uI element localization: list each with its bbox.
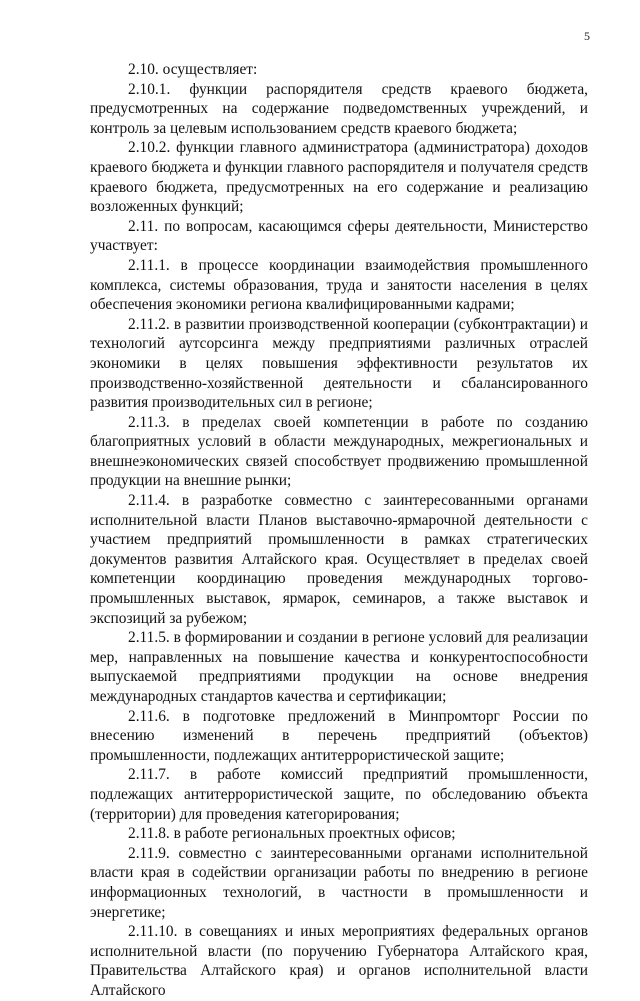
paragraph-2-11-9: 2.11.9. совместно с заинтересованными органами исполнительной власти края в содействии организации работы по внедрению в регионе информационных технологий, в частности в промышленности и энергетике; [90,844,588,921]
paragraph-2-11-1: 2.11.1. в процессе координации взаимодействия промышленного комплекса, системы образования, труда и занятости населения в целях обеспечения экономики региона квалифицированными кадрами; [90,256,588,314]
paragraph-2-11-8: 2.11.8. в работе региональных проектных офисов; [128,825,456,843]
paragraph-2-11-4: 2.11.4. в разработке совместно с заинтересованными органами исполнительной власти Планов выставочно-ярмарочной деятельности с участием предприятий промышленности в рамках стратегических документов развития Алтайского края. Осуществляет в пределах своей компетенции координацию проведения международных торгово-промышленных выставок, ярмарок, семинаров, а также выставок и экспозиций за рубежом; [90,492,588,627]
paragraph-2-10-2: 2.10.2. функции главного администратора (администратора) доходов краевого бюджета и функции главного распорядителя и получателя средств краевого бюджета, предусмотренных на его содержание и реализацию возложенных функций; [90,139,588,216]
page-number: 5 [584,29,590,43]
paragraph-2-10-1: 2.10.1. функции распорядителя средств краевого бюджета, предусмотренных на содержание подведомственных учреждений, и контроль за целевым использованием средств краевого бюджета; [90,80,588,137]
paragraph-2-11: 2.11. по вопросам, касающимся сферы деятельности, Министерство участвует: [90,217,588,255]
paragraph-2-11-6: 2.11.6. в подготовке предложений в Минпромторг России по внесению изменений в перечень предприятий (объектов) промышленности, подлежащих антитеррористической защите; [90,707,588,764]
paragraph-2-10: 2.10. осуществляет: [128,61,258,78]
paragraph-2-11-5: 2.11.5. в формировании и создании в регионе условий для реализации мер, направленных на повышение качества и конкурентоспособности выпускаемой предприятиями продукции на основе внедрения международных стандартов качества и сертификации; [90,629,588,705]
paragraph-2-11-2: 2.11.2. в развитии производственной кооперации (субконтрактации) и технологий аутсорсинга между предприятиями различных отраслей экономики в целях повышения эффективности результатов их производственно-хозяйственной деятельности и сбалансированного развития производительных сил в регионе; [90,315,588,412]
document-body [90,60,588,1001]
paragraph-2-11-3: 2.11.3. в пределах своей компетенции в работе по созданию благоприятных условий в области международных, межрегиональных и внешнеэкономических связей способствует продвижению промышленной продукции на внешние рынки; [90,413,588,490]
paragraph-2-11-10: 2.11.10. в совещаниях и иных мероприятиях федеральных органов исполнительной власти (по поручению Губернатора Алтайского края, Правительства Алтайского края) и органов исполнительной власти Алтайского [90,923,588,999]
paragraph-2-11-7: 2.11.7. в работе комиссий предприятий промышленности, подлежащих антитеррористической защите, по обследованию объекта (территории) для проведения категорирования; [90,766,588,823]
